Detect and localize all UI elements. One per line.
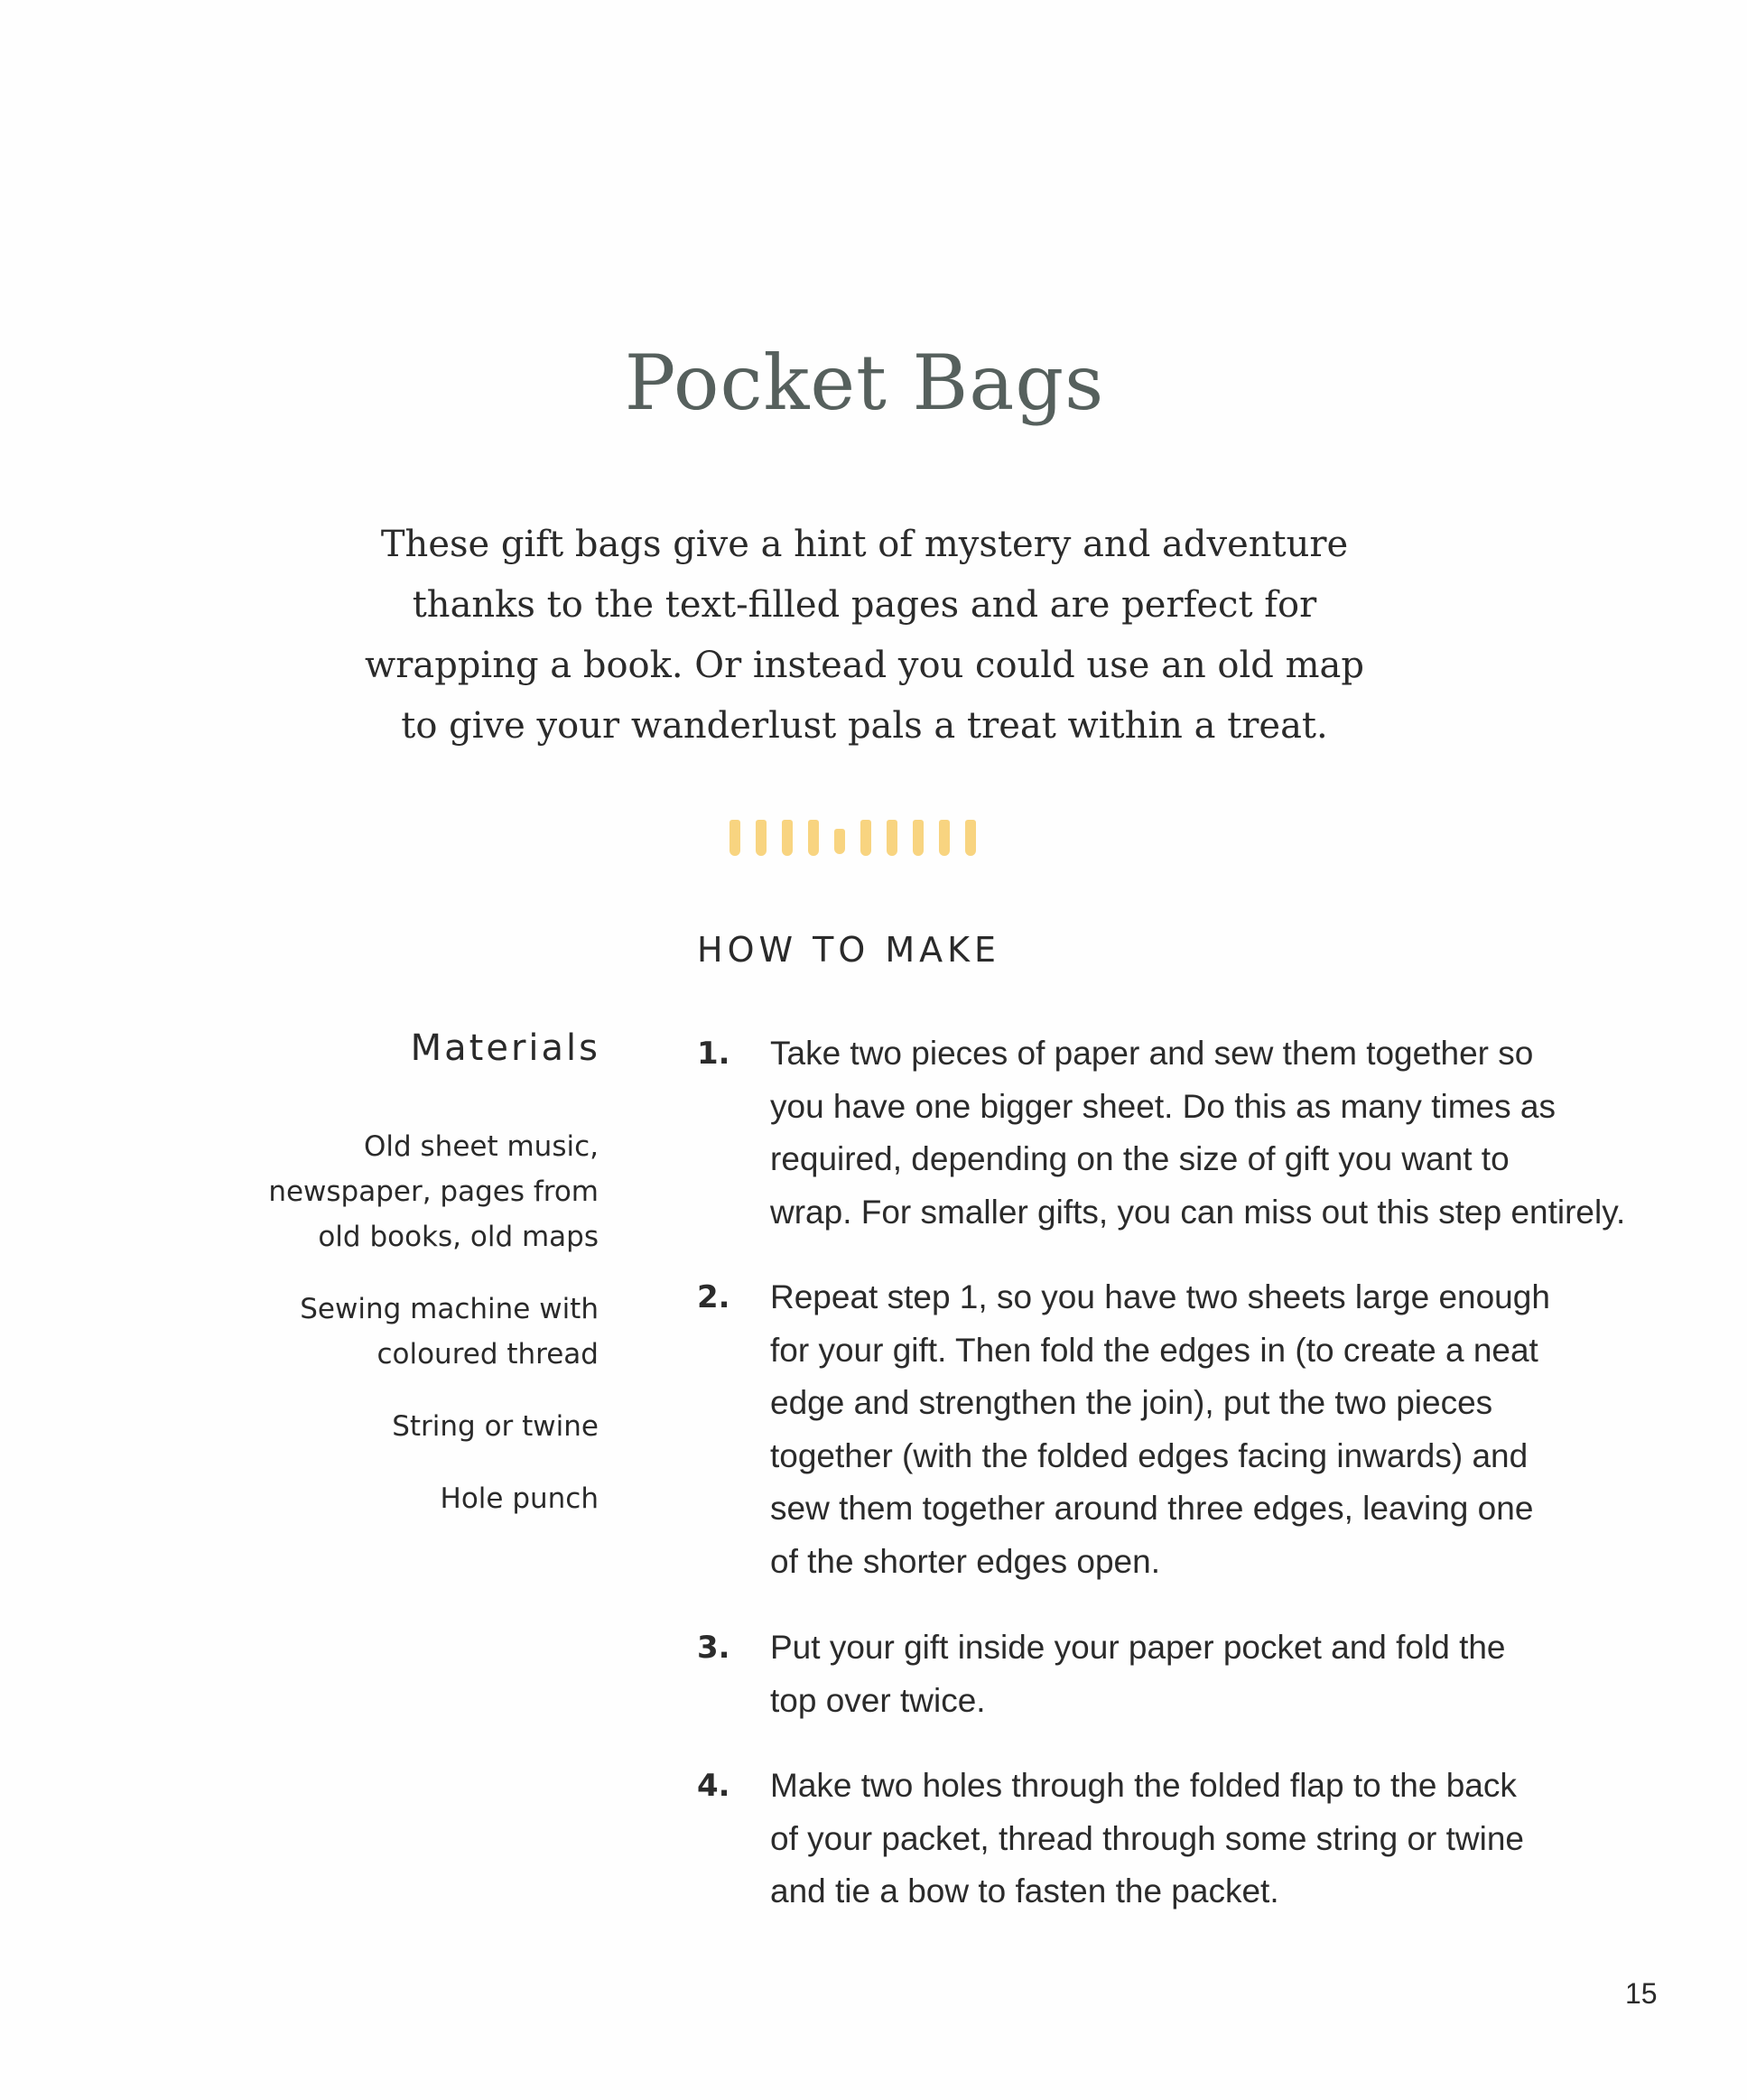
intro-line: to give your wanderlust pals a treat within a treat. (401, 705, 1328, 747)
step-2 (697, 1271, 1636, 1588)
stitch-mark (782, 820, 793, 856)
material-line: Sewing machine with (300, 1293, 599, 1325)
step-line: edge and strengthen the join), put the two pieces (770, 1384, 1493, 1421)
material-item (268, 1287, 599, 1377)
material-line: String or twine (392, 1410, 599, 1443)
step-line: of your packet, thread through some string or twine (770, 1819, 1524, 1857)
step-number: 4. (697, 1768, 730, 1804)
step-line: wrap. For smaller gifts, you can miss out this step entirely. (770, 1193, 1626, 1231)
materials-heading: Materials (410, 1027, 600, 1069)
intro-line: These gift bags give a hint of mystery and adventure (380, 524, 1349, 565)
material-line: old books, old maps (318, 1221, 599, 1253)
step-line: top over twice. (770, 1681, 986, 1719)
step-1 (697, 1027, 1636, 1239)
step-line: Make two holes through the folded flap to the back (770, 1767, 1517, 1804)
step-3 (697, 1621, 1636, 1727)
stitch-mark (834, 829, 845, 854)
stitch-mark (729, 820, 740, 856)
material-line: coloured thread (376, 1338, 599, 1371)
step-line: sew them together around three edges, leaving one (770, 1490, 1534, 1527)
stitch-mark (887, 820, 897, 856)
page-number: 15 (1625, 1977, 1658, 2010)
stitch-mark (808, 820, 819, 856)
step-line: Put your gift inside your paper pocket and fold the (770, 1629, 1506, 1666)
stitch-mark (860, 820, 871, 856)
material-item (268, 1404, 599, 1449)
material-line: newspaper, pages from (268, 1175, 599, 1208)
stitch-mark (965, 820, 976, 856)
intro-line: wrapping a book. Or instead you could use an old map (364, 645, 1364, 686)
material-line: Hole punch (440, 1482, 599, 1515)
step-number: 1. (697, 1036, 730, 1072)
step-number: 2. (697, 1279, 730, 1315)
stitch-decoration (729, 820, 1000, 861)
step-line: and tie a bow to fasten the packet. (770, 1872, 1279, 1910)
step-line: Repeat step 1, so you have two sheets large enough (770, 1278, 1550, 1315)
step-4 (697, 1760, 1636, 1919)
page-title: Pocket Bags (624, 339, 1105, 427)
intro-paragraph (0, 515, 1729, 757)
how-to-heading: HOW TO MAKE (697, 930, 1001, 970)
intro-line: thanks to the text-filled pages and are perfect for (412, 584, 1317, 626)
step-line: required, depending on the size of gift you want to (770, 1140, 1510, 1177)
step-number: 3. (697, 1630, 730, 1666)
step-line: for your gift. Then fold the edges in (to create a neat (770, 1331, 1538, 1369)
stitch-mark (756, 820, 767, 856)
material-item (268, 1476, 599, 1521)
stitch-mark (939, 820, 950, 856)
stitch-mark (913, 820, 924, 856)
step-line: together (with the folded edges facing inwards) and (770, 1436, 1529, 1474)
material-line: Old sheet music, (363, 1130, 599, 1163)
materials-list (268, 1124, 599, 1548)
step-line: you have one bigger sheet. Do this as many times as (770, 1087, 1556, 1125)
step-line: of the shorter edges open. (770, 1542, 1160, 1580)
step-line: Take two pieces of paper and sew them together so (770, 1035, 1534, 1072)
material-item (268, 1124, 599, 1259)
